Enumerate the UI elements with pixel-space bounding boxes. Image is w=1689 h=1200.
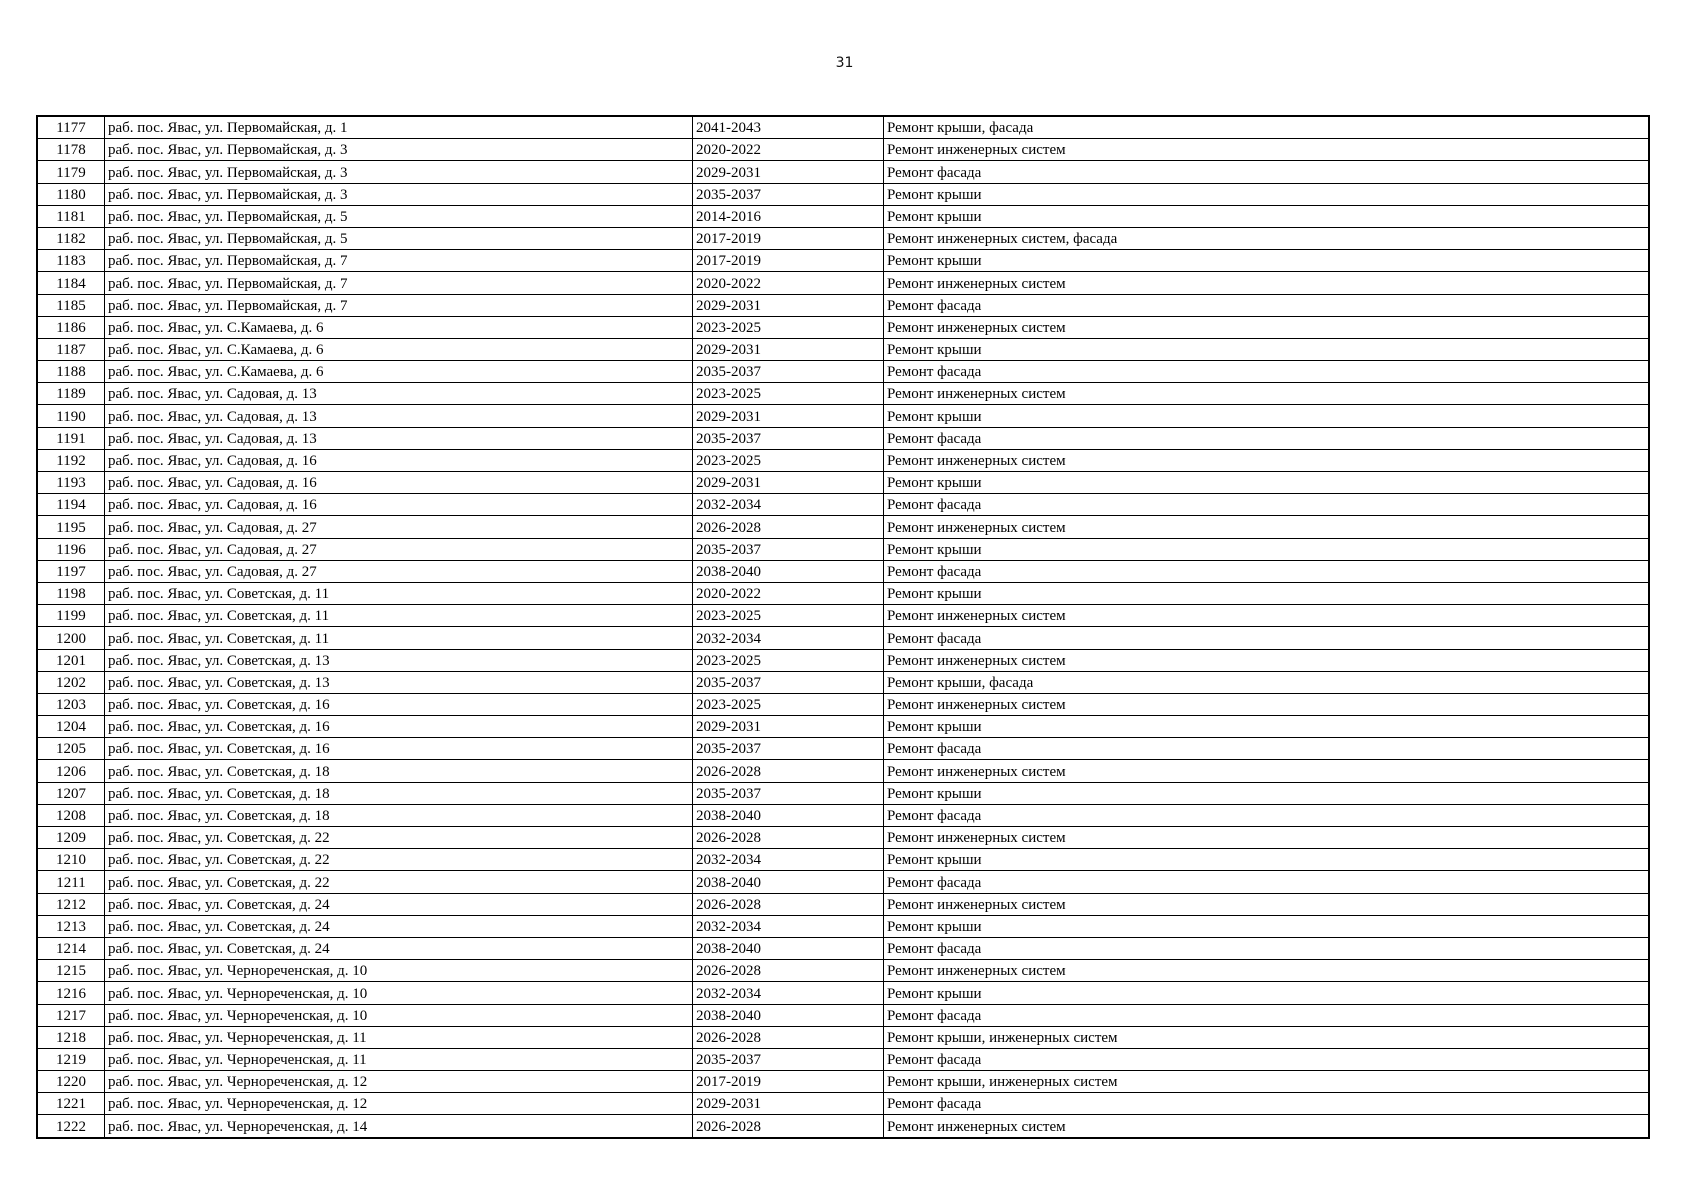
work-type-cell: Ремонт крыши, фасада	[884, 671, 1650, 693]
work-type-cell: Ремонт крыши	[884, 183, 1650, 205]
table-row	[37, 538, 1649, 560]
period-cell: 2017-2019	[693, 227, 884, 249]
work-type-cell: Ремонт инженерных систем	[884, 649, 1650, 671]
table-body	[37, 116, 1649, 1138]
row-number-cell: 1211	[37, 871, 105, 893]
address-cell: раб. пос. Явас, ул. Садовая, д. 16	[105, 494, 693, 516]
period-cell: 2035-2037	[693, 427, 884, 449]
address-cell: раб. пос. Явас, ул. Советская, д. 11	[105, 605, 693, 627]
period-cell: 2035-2037	[693, 538, 884, 560]
row-number-cell: 1218	[37, 1026, 105, 1048]
address-cell: раб. пос. Явас, ул. Черноречeнская, д. 10	[105, 1004, 693, 1026]
table-row	[37, 738, 1649, 760]
address-cell: раб. пос. Явас, ул. С.Камаева, д. 6	[105, 361, 693, 383]
period-cell: 2032-2034	[693, 915, 884, 937]
address-cell: раб. пос. Явас, ул. Садовая, д. 13	[105, 405, 693, 427]
row-number-cell: 1212	[37, 893, 105, 915]
row-number-cell: 1215	[37, 960, 105, 982]
work-type-cell: Ремонт крыши, инженерных систем	[884, 1026, 1650, 1048]
period-cell: 2035-2037	[693, 782, 884, 804]
period-cell: 2020-2022	[693, 272, 884, 294]
period-cell: 2026-2028	[693, 1115, 884, 1138]
address-cell: раб. пос. Явас, ул. Советская, д. 24	[105, 915, 693, 937]
row-number-cell: 1179	[37, 161, 105, 183]
period-cell: 2029-2031	[693, 161, 884, 183]
row-number-cell: 1217	[37, 1004, 105, 1026]
row-number-cell: 1186	[37, 316, 105, 338]
work-type-cell: Ремонт крыши	[884, 915, 1650, 937]
address-cell: раб. пос. Явас, ул. Черноречeнская, д. 10	[105, 982, 693, 1004]
table-row	[37, 1115, 1649, 1138]
address-cell: раб. пос. Явас, ул. Садовая, д. 27	[105, 538, 693, 560]
address-cell: раб. пос. Явас, ул. Первомайская, д. 7	[105, 272, 693, 294]
address-cell: раб. пос. Явас, ул. Советская, д. 13	[105, 671, 693, 693]
row-number-cell: 1207	[37, 782, 105, 804]
work-type-cell: Ремонт инженерных систем	[884, 760, 1650, 782]
address-cell: раб. пос. Явас, ул. Первомайская, д. 3	[105, 161, 693, 183]
address-cell: раб. пос. Явас, ул. Первомайская, д. 3	[105, 183, 693, 205]
table-row	[37, 272, 1649, 294]
period-cell: 2026-2028	[693, 760, 884, 782]
period-cell: 2029-2031	[693, 405, 884, 427]
work-type-cell: Ремонт крыши	[884, 982, 1650, 1004]
work-type-cell: Ремонт крыши	[884, 538, 1650, 560]
period-cell: 2026-2028	[693, 827, 884, 849]
table-row	[37, 1004, 1649, 1026]
table-row	[37, 1026, 1649, 1048]
work-type-cell: Ремонт фасада	[884, 161, 1650, 183]
work-type-cell: Ремонт инженерных систем	[884, 605, 1650, 627]
page-number: 31	[835, 55, 854, 71]
row-number-cell: 1192	[37, 449, 105, 471]
work-type-cell: Ремонт фасада	[884, 1093, 1650, 1115]
address-cell: раб. пос. Явас, ул. Советская, д. 18	[105, 760, 693, 782]
row-number-cell: 1184	[37, 272, 105, 294]
table-row	[37, 760, 1649, 782]
period-cell: 2026-2028	[693, 1026, 884, 1048]
period-cell: 2035-2037	[693, 183, 884, 205]
document-table-container	[36, 115, 1650, 1139]
table-row	[37, 582, 1649, 604]
work-type-cell: Ремонт инженерных систем	[884, 827, 1650, 849]
table-row	[37, 183, 1649, 205]
row-number-cell: 1202	[37, 671, 105, 693]
address-cell: раб. пос. Явас, ул. Советская, д. 24	[105, 893, 693, 915]
period-cell: 2023-2025	[693, 649, 884, 671]
row-number-cell: 1199	[37, 605, 105, 627]
row-number-cell: 1206	[37, 760, 105, 782]
work-type-cell: Ремонт крыши	[884, 782, 1650, 804]
period-cell: 2032-2034	[693, 982, 884, 1004]
row-number-cell: 1203	[37, 693, 105, 715]
row-number-cell: 1220	[37, 1071, 105, 1093]
table-row	[37, 1093, 1649, 1115]
work-type-cell: Ремонт крыши	[884, 716, 1650, 738]
period-cell: 2029-2031	[693, 294, 884, 316]
row-number-cell: 1191	[37, 427, 105, 449]
period-cell: 2026-2028	[693, 516, 884, 538]
table-row	[37, 383, 1649, 405]
table-row	[37, 250, 1649, 272]
period-cell: 2029-2031	[693, 1093, 884, 1115]
work-type-cell: Ремонт инженерных систем	[884, 316, 1650, 338]
period-cell: 2026-2028	[693, 960, 884, 982]
work-type-cell: Ремонт инженерных систем	[884, 893, 1650, 915]
row-number-cell: 1219	[37, 1048, 105, 1070]
row-number-cell: 1196	[37, 538, 105, 560]
table-row	[37, 472, 1649, 494]
row-number-cell: 1180	[37, 183, 105, 205]
table-row	[37, 716, 1649, 738]
period-cell: 2023-2025	[693, 316, 884, 338]
period-cell: 2014-2016	[693, 205, 884, 227]
address-cell: раб. пос. Явас, ул. Советская, д. 16	[105, 738, 693, 760]
work-type-cell: Ремонт крыши	[884, 338, 1650, 360]
table-row	[37, 671, 1649, 693]
address-cell: раб. пос. Явас, ул. Советская, д. 16	[105, 693, 693, 715]
row-number-cell: 1195	[37, 516, 105, 538]
row-number-cell: 1189	[37, 383, 105, 405]
work-type-cell: Ремонт фасада	[884, 627, 1650, 649]
period-cell: 2035-2037	[693, 361, 884, 383]
row-number-cell: 1200	[37, 627, 105, 649]
address-cell: раб. пос. Явас, ул. Черноречeнская, д. 12	[105, 1093, 693, 1115]
address-cell: раб. пос. Явас, ул. Советская, д. 22	[105, 871, 693, 893]
address-cell: раб. пос. Явас, ул. Первомайская, д. 7	[105, 294, 693, 316]
row-number-cell: 1197	[37, 560, 105, 582]
address-cell: раб. пос. Явас, ул. Первомайская, д. 3	[105, 139, 693, 161]
row-number-cell: 1177	[37, 116, 105, 139]
work-type-cell: Ремонт крыши, инженерных систем	[884, 1071, 1650, 1093]
row-number-cell: 1198	[37, 582, 105, 604]
row-number-cell: 1181	[37, 205, 105, 227]
table-row	[37, 605, 1649, 627]
work-type-cell: Ремонт инженерных систем	[884, 516, 1650, 538]
address-cell: раб. пос. Явас, ул. Черноречeнская, д. 10	[105, 960, 693, 982]
row-number-cell: 1201	[37, 649, 105, 671]
table-row	[37, 782, 1649, 804]
table-row	[37, 960, 1649, 982]
row-number-cell: 1208	[37, 804, 105, 826]
table-row	[37, 1048, 1649, 1070]
period-cell: 2023-2025	[693, 449, 884, 471]
address-cell: раб. пос. Явас, ул. Советская, д. 11	[105, 582, 693, 604]
table-row	[37, 937, 1649, 959]
work-type-cell: Ремонт инженерных систем	[884, 1115, 1650, 1138]
row-number-cell: 1188	[37, 361, 105, 383]
work-type-cell: Ремонт фасада	[884, 738, 1650, 760]
table-row	[37, 449, 1649, 471]
table-row	[37, 871, 1649, 893]
work-type-cell: Ремонт крыши	[884, 472, 1650, 494]
period-cell: 2038-2040	[693, 937, 884, 959]
work-type-cell: Ремонт инженерных систем	[884, 272, 1650, 294]
work-type-cell: Ремонт крыши	[884, 849, 1650, 871]
period-cell: 2029-2031	[693, 338, 884, 360]
table-row	[37, 494, 1649, 516]
address-cell: раб. пос. Явас, ул. Советская, д. 24	[105, 937, 693, 959]
work-type-cell: Ремонт фасада	[884, 294, 1650, 316]
row-number-cell: 1193	[37, 472, 105, 494]
table-row	[37, 316, 1649, 338]
row-number-cell: 1209	[37, 827, 105, 849]
table-row	[37, 827, 1649, 849]
work-type-cell: Ремонт фасада	[884, 937, 1650, 959]
repair-schedule-table	[36, 115, 1650, 1139]
address-cell: раб. пос. Явас, ул. Советская, д. 22	[105, 827, 693, 849]
table-row	[37, 227, 1649, 249]
address-cell: раб. пос. Явас, ул. Черноречeнская, д. 12	[105, 1071, 693, 1093]
period-cell: 2023-2025	[693, 383, 884, 405]
work-type-cell: Ремонт фасада	[884, 804, 1650, 826]
period-cell: 2038-2040	[693, 871, 884, 893]
address-cell: раб. пос. Явас, ул. С.Камаева, д. 6	[105, 338, 693, 360]
row-number-cell: 1187	[37, 338, 105, 360]
address-cell: раб. пос. Явас, ул. Советская, д. 16	[105, 716, 693, 738]
address-cell: раб. пос. Явас, ул. Садовая, д. 13	[105, 427, 693, 449]
address-cell: раб. пос. Явас, ул. Черноречeнская, д. 14	[105, 1115, 693, 1138]
period-cell: 2026-2028	[693, 893, 884, 915]
work-type-cell: Ремонт крыши	[884, 205, 1650, 227]
work-type-cell: Ремонт инженерных систем, фасада	[884, 227, 1650, 249]
address-cell: раб. пос. Явас, ул. Садовая, д. 27	[105, 560, 693, 582]
work-type-cell: Ремонт фасада	[884, 871, 1650, 893]
address-cell: раб. пос. Явас, ул. Советская, д. 13	[105, 649, 693, 671]
address-cell: раб. пос. Явас, ул. Первомайская, д. 7	[105, 250, 693, 272]
period-cell: 2023-2025	[693, 605, 884, 627]
address-cell: раб. пос. Явас, ул. Советская, д. 11	[105, 627, 693, 649]
work-type-cell: Ремонт инженерных систем	[884, 139, 1650, 161]
address-cell: раб. пос. Явас, ул. Первомайская, д. 5	[105, 227, 693, 249]
address-cell: раб. пос. Явас, ул. Садовая, д. 27	[105, 516, 693, 538]
table-row	[37, 849, 1649, 871]
table-row	[37, 915, 1649, 937]
work-type-cell: Ремонт крыши	[884, 250, 1650, 272]
row-number-cell: 1183	[37, 250, 105, 272]
row-number-cell: 1210	[37, 849, 105, 871]
address-cell: раб. пос. Явас, ул. Первомайская, д. 5	[105, 205, 693, 227]
table-row	[37, 893, 1649, 915]
work-type-cell: Ремонт крыши	[884, 582, 1650, 604]
row-number-cell: 1221	[37, 1093, 105, 1115]
period-cell: 2032-2034	[693, 627, 884, 649]
table-row	[37, 338, 1649, 360]
address-cell: раб. пос. Явас, ул. Садовая, д. 16	[105, 449, 693, 471]
period-cell: 2038-2040	[693, 1004, 884, 1026]
period-cell: 2041-2043	[693, 116, 884, 139]
row-number-cell: 1213	[37, 915, 105, 937]
period-cell: 2035-2037	[693, 671, 884, 693]
address-cell: раб. пос. Явас, ул. Советская, д. 18	[105, 804, 693, 826]
period-cell: 2035-2037	[693, 738, 884, 760]
address-cell: раб. пос. Явас, ул. Садовая, д. 16	[105, 472, 693, 494]
table-row	[37, 116, 1649, 139]
row-number-cell: 1222	[37, 1115, 105, 1138]
address-cell: раб. пос. Явас, ул. Первомайская, д. 1	[105, 116, 693, 139]
table-row	[37, 560, 1649, 582]
table-row	[37, 627, 1649, 649]
row-number-cell: 1205	[37, 738, 105, 760]
period-cell: 2017-2019	[693, 1071, 884, 1093]
work-type-cell: Ремонт фасада	[884, 560, 1650, 582]
row-number-cell: 1214	[37, 937, 105, 959]
period-cell: 2038-2040	[693, 804, 884, 826]
period-cell: 2032-2034	[693, 494, 884, 516]
work-type-cell: Ремонт инженерных систем	[884, 449, 1650, 471]
work-type-cell: Ремонт фасада	[884, 1004, 1650, 1026]
table-row	[37, 161, 1649, 183]
table-row	[37, 693, 1649, 715]
work-type-cell: Ремонт инженерных систем	[884, 693, 1650, 715]
address-cell: раб. пос. Явас, ул. Советская, д. 22	[105, 849, 693, 871]
row-number-cell: 1185	[37, 294, 105, 316]
table-row	[37, 205, 1649, 227]
work-type-cell: Ремонт фасада	[884, 1048, 1650, 1070]
period-cell: 2023-2025	[693, 693, 884, 715]
table-row	[37, 516, 1649, 538]
work-type-cell: Ремонт фасада	[884, 427, 1650, 449]
row-number-cell: 1194	[37, 494, 105, 516]
address-cell: раб. пос. Явас, ул. Черноречeнская, д. 11	[105, 1026, 693, 1048]
period-cell: 2017-2019	[693, 250, 884, 272]
work-type-cell: Ремонт инженерных систем	[884, 383, 1650, 405]
work-type-cell: Ремонт фасада	[884, 494, 1650, 516]
row-number-cell: 1216	[37, 982, 105, 1004]
period-cell: 2032-2034	[693, 849, 884, 871]
table-row	[37, 982, 1649, 1004]
work-type-cell: Ремонт фасада	[884, 361, 1650, 383]
row-number-cell: 1204	[37, 716, 105, 738]
table-row	[37, 294, 1649, 316]
period-cell: 2020-2022	[693, 139, 884, 161]
period-cell: 2020-2022	[693, 582, 884, 604]
table-row	[37, 361, 1649, 383]
work-type-cell: Ремонт крыши, фасада	[884, 116, 1650, 139]
period-cell: 2029-2031	[693, 472, 884, 494]
work-type-cell: Ремонт крыши	[884, 405, 1650, 427]
address-cell: раб. пос. Явас, ул. Черноречeнская, д. 11	[105, 1048, 693, 1070]
table-row	[37, 139, 1649, 161]
table-row	[37, 1071, 1649, 1093]
address-cell: раб. пос. Явас, ул. Советская, д. 18	[105, 782, 693, 804]
period-cell: 2038-2040	[693, 560, 884, 582]
table-row	[37, 405, 1649, 427]
row-number-cell: 1182	[37, 227, 105, 249]
period-cell: 2035-2037	[693, 1048, 884, 1070]
row-number-cell: 1178	[37, 139, 105, 161]
address-cell: раб. пос. Явас, ул. Садовая, д. 13	[105, 383, 693, 405]
table-row	[37, 649, 1649, 671]
table-row	[37, 804, 1649, 826]
row-number-cell: 1190	[37, 405, 105, 427]
address-cell: раб. пос. Явас, ул. С.Камаева, д. 6	[105, 316, 693, 338]
work-type-cell: Ремонт инженерных систем	[884, 960, 1650, 982]
table-row	[37, 427, 1649, 449]
period-cell: 2029-2031	[693, 716, 884, 738]
